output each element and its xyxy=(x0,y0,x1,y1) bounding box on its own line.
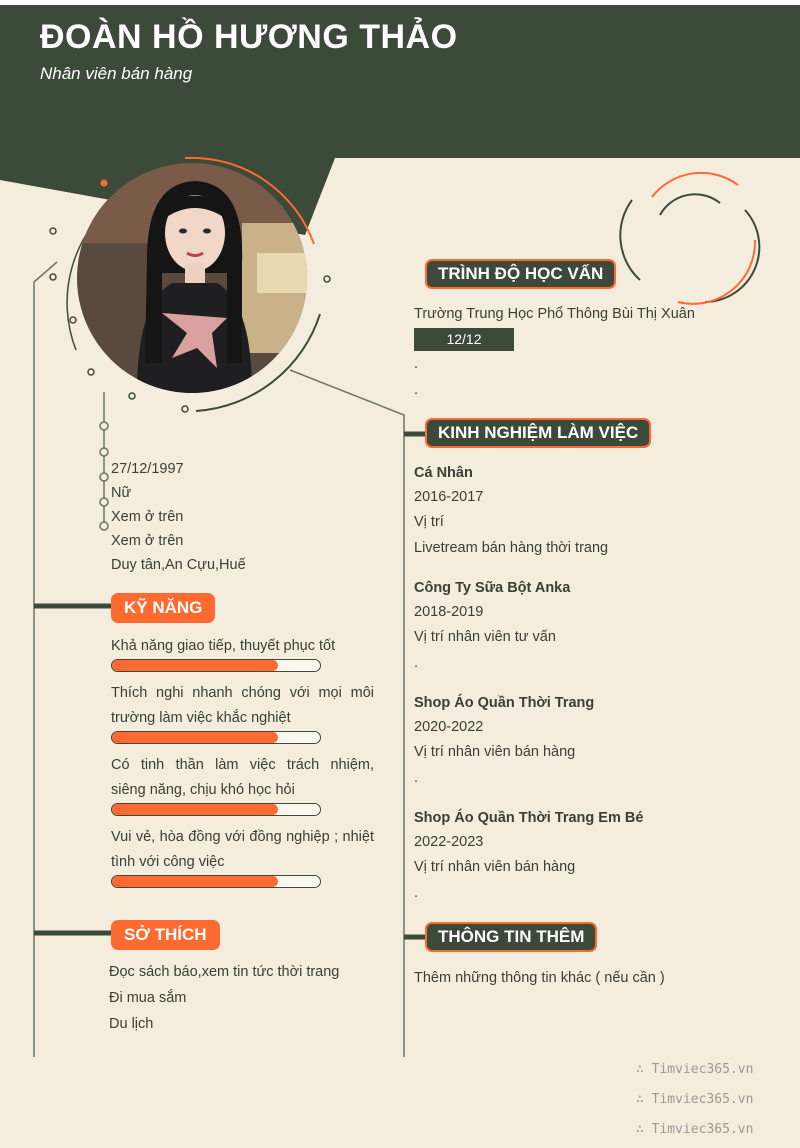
skill-2-bar xyxy=(111,731,321,744)
skill-2-line1: Thích nghi nhanh chóng với mọi môi xyxy=(111,685,374,701)
job-4-detail: . xyxy=(414,885,419,901)
watermark-3: ∴ Timviec365.vn xyxy=(636,1122,754,1137)
job-3-detail: . xyxy=(414,770,419,786)
job-2-detail: . xyxy=(414,655,419,671)
address: Duy tân,An Cựu,Huế xyxy=(111,557,246,573)
skill-1-bar-fill xyxy=(112,660,278,671)
job-3-company: Shop Áo Quần Thời Trang xyxy=(414,695,595,711)
education-note-1: . xyxy=(414,356,419,372)
hobbies-title: SỞ THÍCH xyxy=(111,920,220,950)
education-note-2: . xyxy=(414,382,419,398)
skills-title: KỸ NĂNG xyxy=(111,593,215,623)
skill-1-bar xyxy=(111,659,321,672)
skill-3-line1: Có tinh thần làm việc trách nhiệm, xyxy=(111,757,374,773)
extra-info-text: Thêm những thông tin khác ( nếu cần ) xyxy=(414,970,665,986)
skill-3-line2: siêng năng, chịu khó học hỏi xyxy=(111,782,295,798)
job-2-company: Công Ty Sữa Bột Anka xyxy=(414,580,571,596)
hobby-2: Đi mua sắm xyxy=(109,990,187,1006)
profile-photo xyxy=(77,163,307,393)
birth-date: 27/12/1997 xyxy=(111,461,184,477)
job-1-company: Cá Nhân xyxy=(414,465,473,481)
school-name: Trường Trung Học Phổ Thông Bùi Thị Xuân xyxy=(414,306,695,322)
watermark-2: ∴ Timviec365.vn xyxy=(636,1092,754,1107)
extra-info-title: THÔNG TIN THÊM xyxy=(425,922,597,952)
job-1-position: Vị trí xyxy=(414,514,444,530)
skill-1-line1: Khả năng giao tiếp, thuyết phục tốt xyxy=(111,638,336,654)
job-1-period: 2016-2017 xyxy=(414,489,484,505)
job-4-company: Shop Áo Quần Thời Trang Em Bé xyxy=(414,810,644,826)
gender: Nữ xyxy=(111,485,132,501)
phone: Xem ở trên xyxy=(111,509,184,525)
job-2-position: Vị trí nhân viên tư vấn xyxy=(414,629,556,645)
job-4-position: Vị trí nhân viên bán hàng xyxy=(414,859,576,875)
skill-4-bar-fill xyxy=(112,876,278,887)
watermark-1: ∴ Timviec365.vn xyxy=(636,1062,754,1077)
job-title: Nhân viên bán hàng xyxy=(40,64,193,83)
skill-4-line2: tình với công việc xyxy=(111,854,225,870)
profile-photo-image xyxy=(77,163,307,393)
job-3-position: Vị trí nhân viên bán hàng xyxy=(414,744,576,760)
hobby-1: Đọc sách báo,xem tin tức thời trang xyxy=(109,964,340,980)
skill-1-text xyxy=(111,634,374,658)
skill-3-bar xyxy=(111,803,321,816)
job-4-period: 2022-2023 xyxy=(414,834,484,850)
job-3-period: 2020-2022 xyxy=(414,719,484,735)
skill-3-bar-fill xyxy=(112,804,278,815)
candidate-name: ĐOÀN HỒ HƯƠNG THẢO xyxy=(40,18,458,56)
email: Xem ở trên xyxy=(111,533,184,549)
skill-4-bar xyxy=(111,875,321,888)
skill-2-line2: trường làm việc khắc nghiệt xyxy=(111,710,291,726)
education-title: TRÌNH ĐỘ HỌC VẤN xyxy=(425,259,616,289)
experience-title: KINH NGHIỆM LÀM VIỆC xyxy=(425,418,651,448)
skill-4-line1: Vui vẻ, hòa đồng với đồng nghiệp ; nhiệt xyxy=(111,829,374,845)
education-grade: 12/12 xyxy=(414,328,514,351)
hobby-3: Du lịch xyxy=(109,1016,154,1032)
job-2-period: 2018-2019 xyxy=(414,604,484,620)
job-1-detail: Livetream bán hàng thời trang xyxy=(414,540,609,556)
skill-2-bar-fill xyxy=(112,732,278,743)
